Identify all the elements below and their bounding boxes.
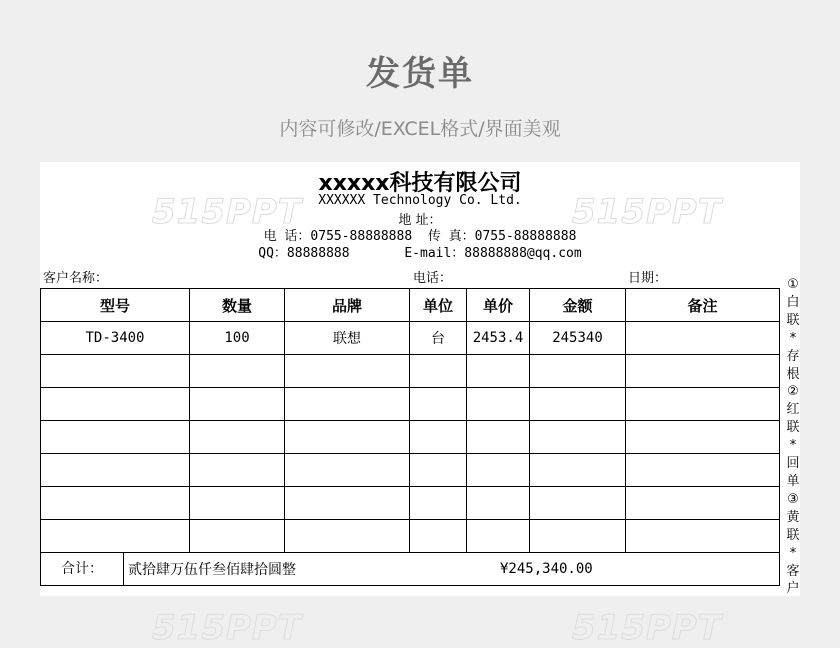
cell-brand[interactable] xyxy=(285,454,410,487)
total-row xyxy=(41,553,780,586)
page-subtitle: 内容可修改/EXCEL格式/界面美观 xyxy=(279,118,561,140)
column-header-quantity: 数量 xyxy=(190,289,285,322)
cell-unit[interactable] xyxy=(410,454,467,487)
cell-unit-price[interactable] xyxy=(467,520,530,553)
cell-remarks[interactable] xyxy=(626,454,780,487)
cell-amount[interactable] xyxy=(530,454,626,487)
cell-amount[interactable] xyxy=(530,520,626,553)
cell-brand[interactable]: 联想 xyxy=(285,322,410,355)
copy-note-char: * xyxy=(789,330,797,346)
cell-model[interactable] xyxy=(41,355,190,388)
cell-unit[interactable] xyxy=(410,487,467,520)
cell-unit-price[interactable] xyxy=(467,454,530,487)
company-phone-fax: 电 话：0755-88888888 传 真：0755-88888888 xyxy=(263,229,577,244)
column-header-brand: 品牌 xyxy=(285,289,410,322)
cell-unit[interactable] xyxy=(410,355,467,388)
cell-unit-price[interactable] xyxy=(467,388,530,421)
copy-note-char: * xyxy=(789,545,797,561)
cell-quantity[interactable] xyxy=(190,487,285,520)
invoice-sheet xyxy=(40,162,800,596)
copy-note-char: 红 xyxy=(786,402,800,418)
column-header-model: 型号 xyxy=(41,289,190,322)
table-row xyxy=(41,454,780,487)
cell-unit[interactable] xyxy=(410,421,467,454)
cell-unit-price[interactable] xyxy=(467,487,530,520)
cell-quantity[interactable] xyxy=(190,421,285,454)
cell-brand[interactable] xyxy=(285,355,410,388)
cell-brand[interactable] xyxy=(285,520,410,553)
cell-remarks[interactable] xyxy=(626,520,780,553)
cell-unit-price[interactable]: 2453.4 xyxy=(467,322,530,355)
cell-remarks[interactable] xyxy=(626,388,780,421)
table-header-row xyxy=(41,289,780,322)
date-label: 日期： xyxy=(628,271,668,286)
cell-quantity[interactable] xyxy=(190,355,285,388)
column-header-unit-price: 单价 xyxy=(467,289,530,322)
cell-quantity[interactable] xyxy=(190,388,285,421)
cell-amount[interactable] xyxy=(530,388,626,421)
copy-note-char: * xyxy=(789,438,797,454)
total-amount[interactable]: ¥245,340.00 xyxy=(500,561,593,577)
cell-quantity[interactable] xyxy=(190,454,285,487)
cell-brand[interactable] xyxy=(285,388,410,421)
copy-note-char: ③ xyxy=(787,491,799,507)
company-name: xxxxx科技有限公司 xyxy=(318,171,522,196)
copy-note-char: 回 xyxy=(786,456,800,472)
watermark: 515PPT xyxy=(152,608,303,648)
copy-note-char: 联 xyxy=(786,527,800,543)
column-header-unit: 单位 xyxy=(410,289,467,322)
customer-name-label: 客户名称： xyxy=(43,271,109,286)
cell-unit[interactable] xyxy=(410,388,467,421)
total-label: 合计： xyxy=(41,553,124,585)
copy-note-char: 存 xyxy=(786,348,800,364)
cell-unit-price[interactable] xyxy=(467,355,530,388)
table-row xyxy=(41,421,780,454)
cell-model[interactable] xyxy=(41,454,190,487)
company-address: 地 址： xyxy=(398,213,442,228)
copy-note-char: ① xyxy=(787,277,799,292)
cell-remarks[interactable] xyxy=(626,487,780,520)
watermark: 515PPT xyxy=(152,192,303,232)
cell-amount[interactable] xyxy=(530,355,626,388)
column-header-amount: 金额 xyxy=(530,289,626,322)
company-english-name: XXXXXX Technology Co. Ltd. xyxy=(318,193,522,208)
watermark: 515PPT xyxy=(572,192,723,232)
total-amount-in-words[interactable]: 贰拾肆万伍仟叁佰肆拾圆整 xyxy=(128,562,296,578)
table-row xyxy=(41,355,780,388)
company-qq-email: QQ：88888888 E-mail：88888888@qq.com xyxy=(258,246,582,261)
copy-distribution-note xyxy=(784,276,802,598)
copy-note-char: 户 xyxy=(786,581,800,597)
cell-unit[interactable] xyxy=(410,520,467,553)
page-title: 发货单 xyxy=(366,54,474,94)
cell-model[interactable] xyxy=(41,421,190,454)
cell-model[interactable] xyxy=(41,388,190,421)
cell-quantity[interactable]: 100 xyxy=(190,322,285,355)
cell-model[interactable] xyxy=(41,487,190,520)
cell-unit[interactable]: 台 xyxy=(410,322,467,355)
column-header-remarks: 备注 xyxy=(626,289,780,322)
table-row xyxy=(41,388,780,421)
cell-quantity[interactable] xyxy=(190,520,285,553)
cell-remarks[interactable] xyxy=(626,322,780,355)
table-row xyxy=(41,487,780,520)
watermark: 515PPT xyxy=(572,608,723,648)
phone-label: 电话： xyxy=(413,271,453,286)
cell-brand[interactable] xyxy=(285,487,410,520)
copy-note-char: 联 xyxy=(786,420,800,436)
cell-amount[interactable]: 245340 xyxy=(530,322,626,355)
copy-note-char: 白 xyxy=(786,294,800,310)
cell-model[interactable] xyxy=(41,520,190,553)
copy-note-char: 黄 xyxy=(786,509,800,525)
cell-model[interactable]: TD-3400 xyxy=(41,322,190,355)
table-row xyxy=(41,322,780,355)
copy-note-char: ② xyxy=(787,384,799,400)
cell-remarks[interactable] xyxy=(626,421,780,454)
table-row xyxy=(41,520,780,553)
copy-note-char: 根 xyxy=(786,366,800,382)
copy-note-char: 联 xyxy=(786,312,800,328)
cell-unit-price[interactable] xyxy=(467,421,530,454)
invoice-table xyxy=(40,288,780,586)
cell-amount[interactable] xyxy=(530,487,626,520)
cell-amount[interactable] xyxy=(530,421,626,454)
copy-note-char: 客 xyxy=(786,563,800,579)
cell-remarks[interactable] xyxy=(626,355,780,388)
cell-brand[interactable] xyxy=(285,421,410,454)
copy-note-char: 单 xyxy=(786,473,800,489)
